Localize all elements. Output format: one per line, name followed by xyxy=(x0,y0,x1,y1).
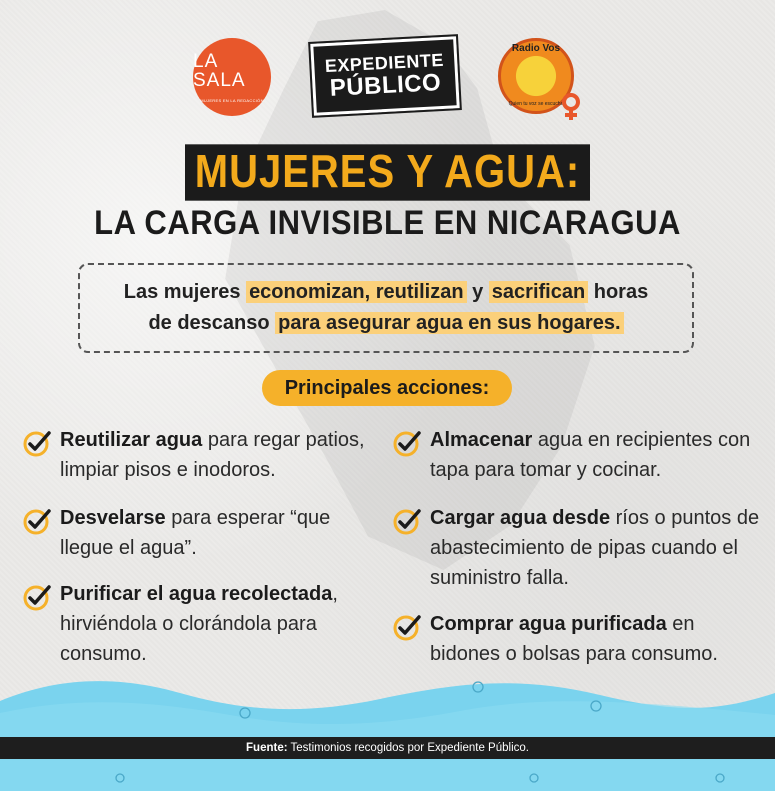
action-item xyxy=(392,425,762,485)
section-title: Principales acciones: xyxy=(262,370,512,406)
check-circle-icon xyxy=(22,505,54,537)
main-title xyxy=(0,148,775,197)
expediente-publico-logo xyxy=(310,36,460,116)
source-bar xyxy=(0,737,775,759)
source-label: Fuente: xyxy=(246,742,288,754)
action-text: ríos o puntos de abastecimiento de pipas cuando el suministro falla. xyxy=(430,507,760,589)
action-bold: Purificar el agua recolectada xyxy=(60,583,333,605)
action-text: para regar patios, limpiar pisos e inodoros. xyxy=(60,429,365,481)
source-text: Testimonios recogidos por Expediente Público. xyxy=(287,742,529,754)
expediente-logo-line1: EXPEDIENTE xyxy=(324,49,445,77)
action-bold: Desvelarse xyxy=(60,507,166,529)
action-item xyxy=(22,425,382,485)
action-item xyxy=(392,503,762,593)
intro-part: y xyxy=(466,281,489,303)
action-item xyxy=(22,579,382,669)
check-circle-icon xyxy=(392,611,424,643)
lasala-logo-subtext: MUJERES EN LA REDACCIÓN xyxy=(200,97,264,103)
intro-part: horas xyxy=(588,281,649,303)
action-text: para esperar “que llegue el agua”. xyxy=(60,507,331,559)
intro-highlight: para asegurar agua en sus hogares. xyxy=(275,312,623,334)
action-item xyxy=(392,609,762,669)
action-bold: Reutilizar agua xyxy=(60,429,203,451)
water-waves xyxy=(0,671,775,791)
subtitle: LA CARGA INVISIBLE EN NICARAGUA xyxy=(94,203,681,242)
check-circle-icon xyxy=(22,581,54,613)
action-bold: Cargar agua desde xyxy=(430,507,611,529)
check-circle-icon xyxy=(392,427,424,459)
intro-highlight: sacrifican xyxy=(489,281,588,303)
check-circle-icon xyxy=(392,505,424,537)
action-item xyxy=(22,503,382,563)
radio-logo-subtext: Quien tu voz se escucha xyxy=(508,101,564,107)
action-bold: Comprar agua purificada xyxy=(430,613,667,635)
actions-right-column xyxy=(392,425,762,669)
action-text: en bidones o bolsas para consumo. xyxy=(430,613,718,665)
venus-icon xyxy=(557,93,585,121)
lasala-logo xyxy=(193,38,271,116)
intro-highlight: economizan, reutilizan xyxy=(246,281,466,303)
intro-part: Las mujeres xyxy=(123,281,247,303)
intro-text xyxy=(124,277,648,339)
radio-logo-text: Radio Vos xyxy=(511,43,561,54)
intro-box xyxy=(78,263,694,353)
expediente-logo-line2: PÚBLICO xyxy=(329,68,442,102)
intro-part: de descanso xyxy=(148,312,276,334)
lasala-logo-text: LA SALA xyxy=(193,50,246,91)
actions-left-column xyxy=(22,425,382,669)
main-title-text: MUJERES Y AGUA: xyxy=(185,144,590,200)
action-bold: Almacenar xyxy=(430,429,533,451)
action-text: , hirviéndola o clorándola para consumo. xyxy=(60,583,338,665)
action-text: agua en recipientes con tapa para tomar y cocinar. xyxy=(430,429,751,481)
check-circle-icon xyxy=(22,427,54,459)
radio-vos-logo xyxy=(498,38,574,114)
